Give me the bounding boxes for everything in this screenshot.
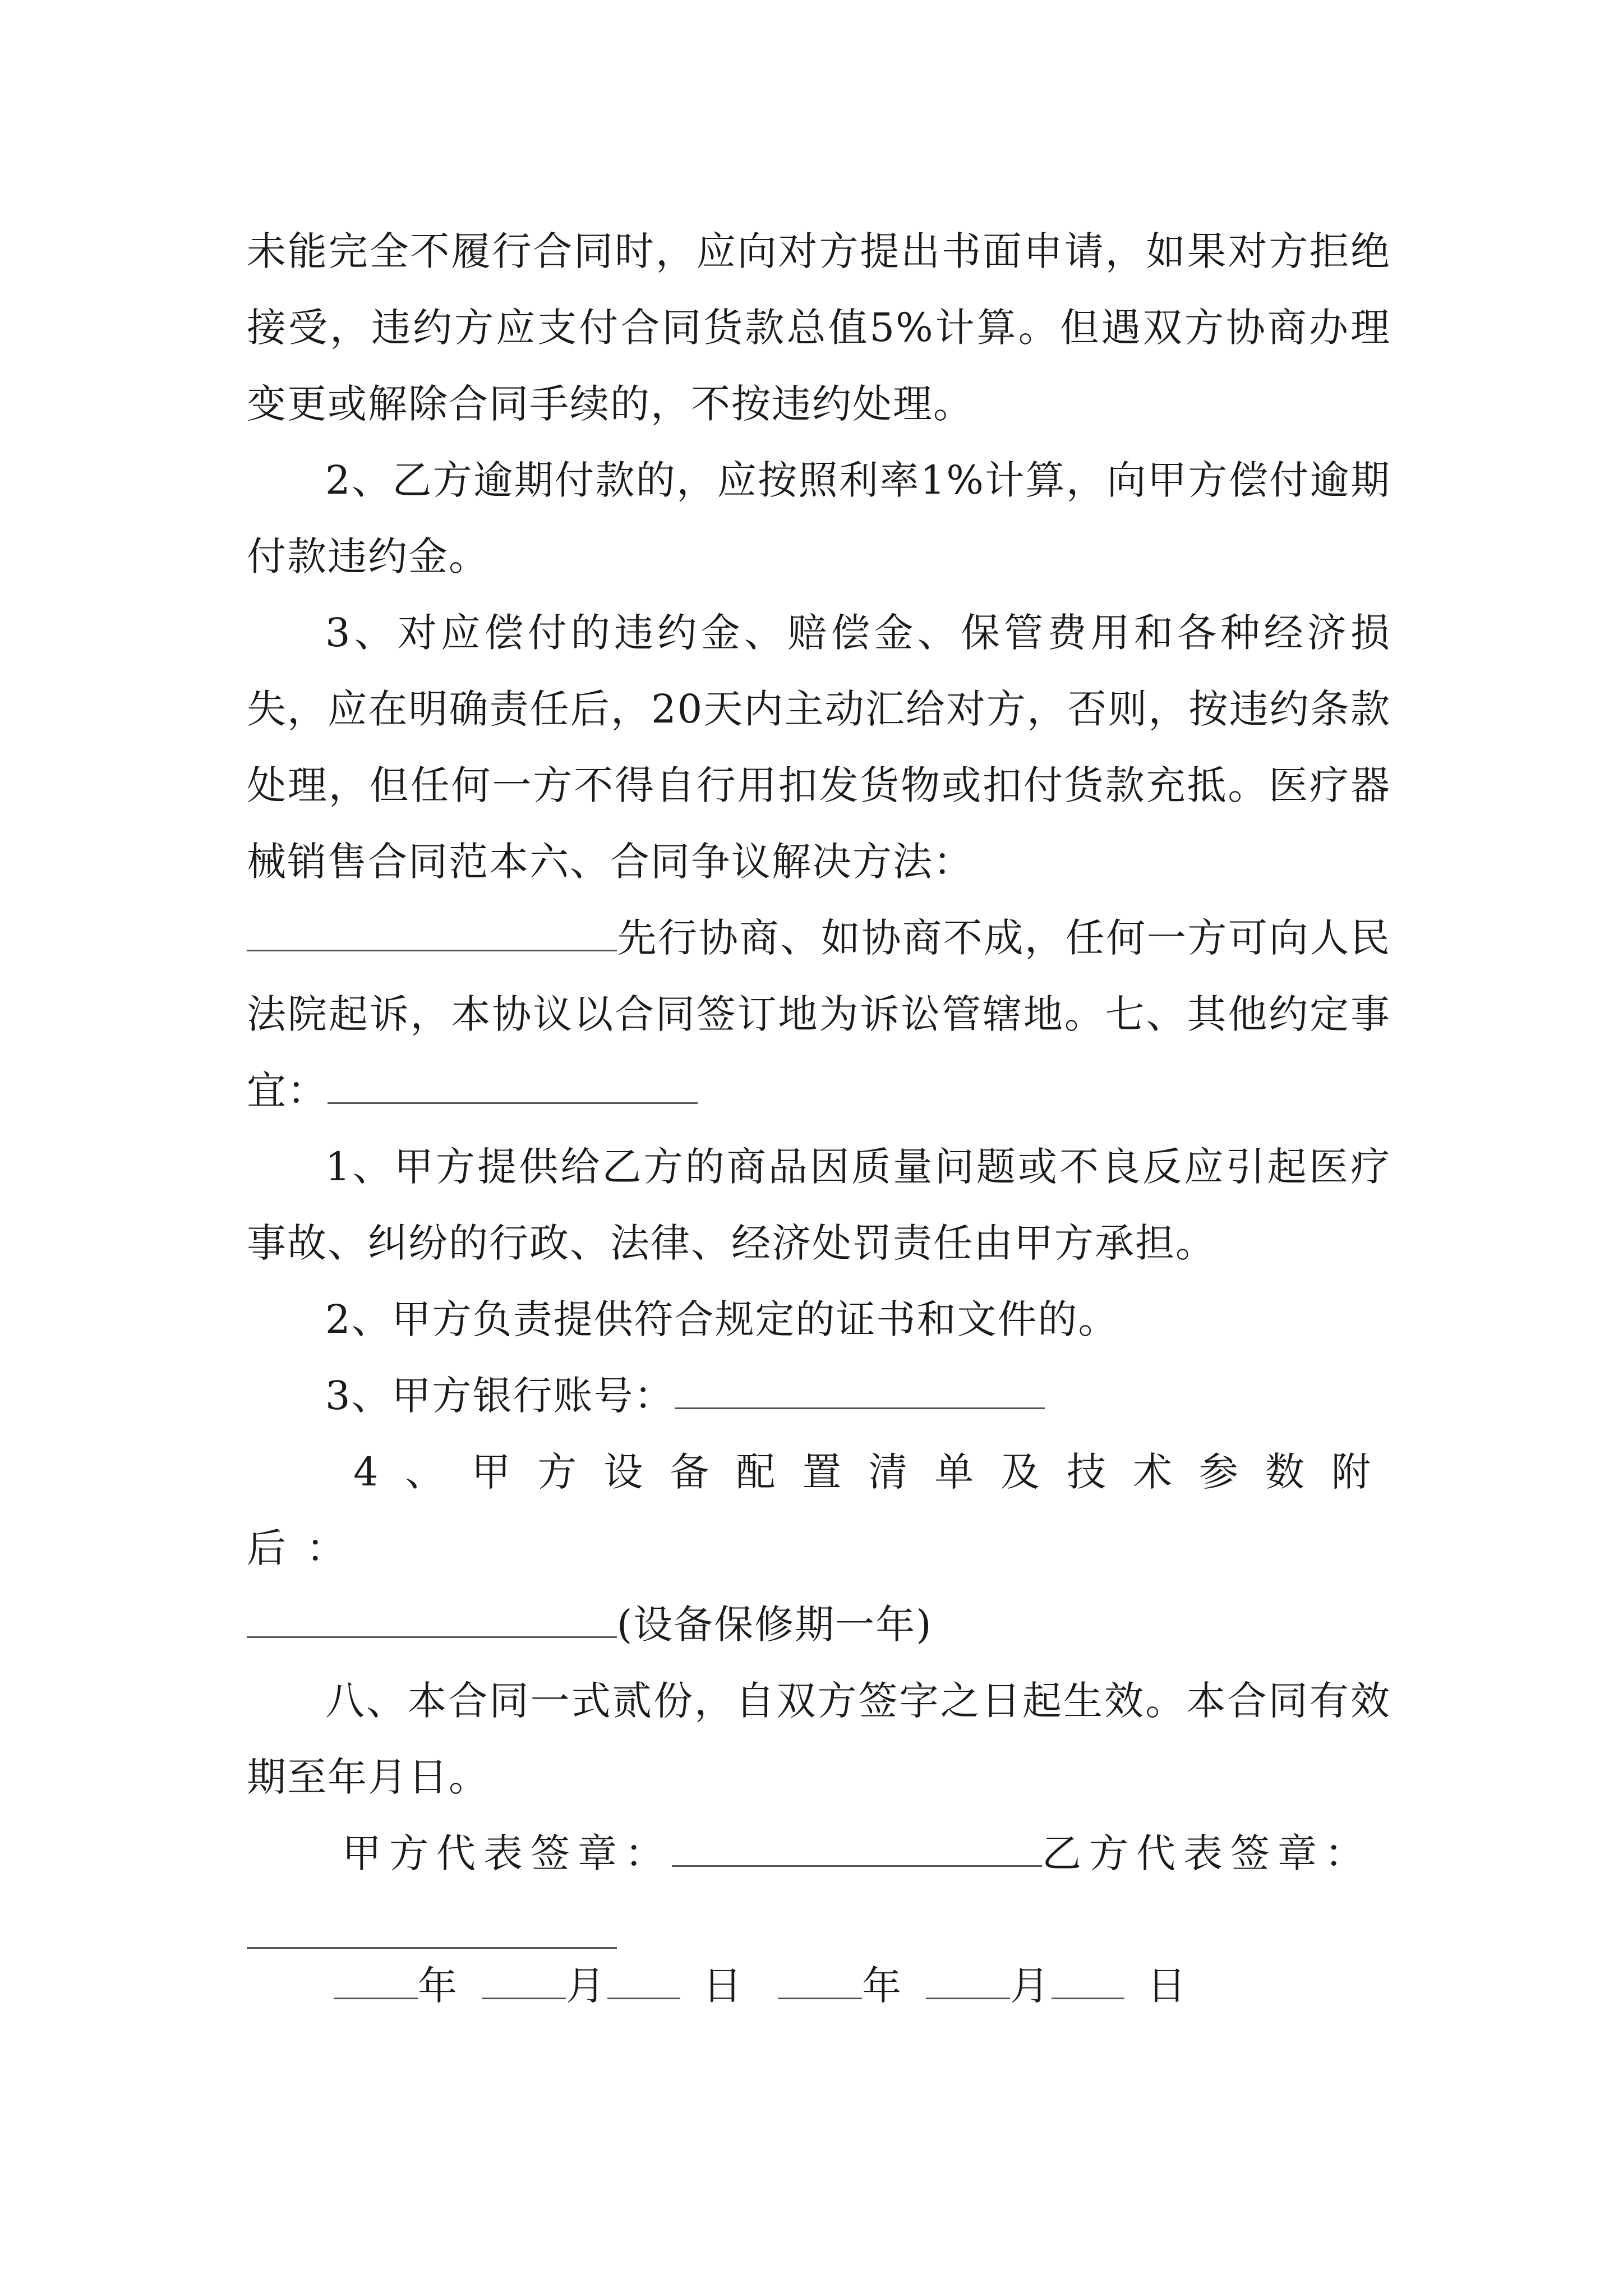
party-a-year-label: 年 <box>418 1963 459 2009</box>
compensation-text: 3、对应偿付的违约金、赔偿金、保管费用和各种经济损失，应在明确责任后，20天内主动汇给对方，否则，按违约条款处理，但任何一方不得自行用扣发货物或扣付货款充抵。医疗器械销售合同范本六、合同争议解决方法： <box>247 610 1391 885</box>
paragraph-late-payment: 2、乙方逾期付款的，应按照利率1%计算，向甲方偿付逾期付款违约金。 <box>247 457 1391 579</box>
dispute-blank-line <box>247 918 617 951</box>
party-a-signature-blank <box>672 1834 1042 1867</box>
party-a-year-blank <box>334 1966 418 1999</box>
party-b-month-label: 月 <box>1010 1963 1052 2009</box>
paragraph-warranty <box>247 1586 1391 1663</box>
signature-line <box>247 1815 1391 1892</box>
warranty-text: (设备保修期一年) <box>617 1602 933 1648</box>
paragraph-certificates: 2、甲方负责提供符合规定的证书和文件的。 <box>325 1296 1119 1342</box>
document-body <box>247 213 1391 2024</box>
paragraph-compensation-dispute <box>247 595 1391 1129</box>
paragraph-breach-clause: 未能完全不履行合同时，应向对方提出书面申请，如果对方拒绝接受，违约方应支付合同货款总值5%计算。但遇双方协商办理变更或解除合同手续的，不按违约处理。 <box>247 228 1391 427</box>
party-b-signature-blank <box>247 1916 617 1949</box>
paragraph-equipment-list: 4、甲方设备配置清单及技术参数附后： <box>247 1449 1391 1571</box>
equipment-list-blank-line <box>247 1605 617 1638</box>
other-matters-blank-line <box>328 1071 698 1104</box>
dispute-resolution-text: 先行协商、如协商不成，任何一方可向人民法院起诉，本协议以合同签订地为诉讼管辖地。七、其他约定事宜： <box>247 915 1391 1114</box>
party-b-month-blank <box>926 1966 1010 1999</box>
party-a-day-label: 日 <box>703 1963 744 2009</box>
party-b-day-blank <box>1052 1966 1124 1999</box>
date-line <box>247 1948 1391 2024</box>
paragraph-effectiveness: 八、本合同一式贰份，自双方签字之日起生效。本合同有效期至年月日。 <box>247 1678 1391 1800</box>
party-b-signature-label: 乙方代表签章： <box>1042 1830 1372 1876</box>
party-a-signature-label: 甲方代表签章： <box>342 1830 672 1876</box>
bank-account-label: 3、甲方银行账号： <box>325 1373 675 1419</box>
party-a-month-label: 月 <box>566 1963 607 2009</box>
party-b-year-label: 年 <box>862 1963 903 2009</box>
paragraph-bank-account <box>247 1358 1391 1434</box>
paragraph-quality-liability: 1、甲方提供给乙方的商品因质量问题或不良反应引起医疗事故、纠纷的行政、法律、经济处罚责任由甲方承担。 <box>247 1144 1391 1266</box>
party-b-day-label: 日 <box>1147 1963 1188 2009</box>
party-b-year-blank <box>778 1966 862 1999</box>
bank-account-blank-line <box>675 1376 1045 1409</box>
party-a-month-blank <box>482 1966 566 1999</box>
party-b-signature-row <box>247 1897 1391 1925</box>
party-a-day-blank <box>607 1966 680 1999</box>
